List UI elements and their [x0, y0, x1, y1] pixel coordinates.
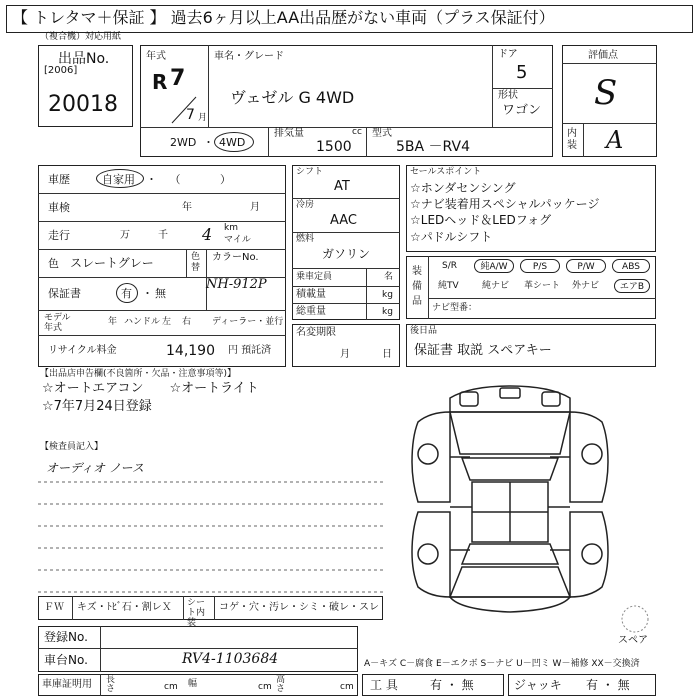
cert-cm-1: cm	[164, 682, 178, 692]
later-label: 後日品	[410, 326, 438, 336]
cert-length: 長さ	[106, 675, 116, 694]
tools-label: 工 具	[370, 678, 398, 692]
equip-airbag: エアB	[614, 279, 650, 293]
equip-ext-navi: 外ナビ	[572, 281, 600, 291]
cert-height: 高さ	[276, 675, 286, 694]
mileage-man: 万	[120, 230, 130, 241]
engine-value: 1500	[316, 139, 352, 155]
color-no: NH-912P	[206, 277, 267, 292]
door-value: 5	[516, 62, 528, 83]
jack-value: 有 ・ 無	[586, 678, 630, 692]
equip-pw: P/W	[566, 259, 606, 273]
sales-item-2: ☆ナビ装着用スペシャルパッケージ	[410, 197, 600, 211]
handle-right: 右	[182, 317, 192, 327]
load-label: 積載量	[296, 289, 326, 300]
equip-abs: ABS	[612, 259, 650, 273]
shaken-label: 車検	[48, 201, 70, 214]
total-weight-label: 総重量	[296, 306, 326, 317]
chassis-label: 車台No.	[44, 653, 88, 667]
inspector-value: オーディオ ノース	[46, 461, 144, 475]
interior-label: 内装	[567, 128, 577, 151]
sales-item-4: ☆パドルシフト	[410, 230, 493, 244]
shift-label: シフト	[296, 167, 324, 177]
mileage-km: km	[224, 223, 238, 233]
seat-value: コゲ・穴・汚レ・シミ・破レ・スレ	[219, 602, 379, 613]
history-value: 自家用	[102, 173, 135, 186]
equip-sr: S/R	[442, 261, 457, 271]
color-no-label: カラーNo.	[212, 252, 259, 263]
warranty-yes: 有	[121, 287, 132, 300]
cert-label: 車庫証明用	[42, 679, 92, 690]
warranty-sep: ・	[142, 287, 153, 300]
inspection-lines	[38, 480, 383, 595]
history-label: 車歴	[48, 173, 70, 186]
model-label: 型式	[372, 128, 392, 139]
aircon-value: AAC	[330, 213, 357, 228]
model-value: 5BA －RV4	[396, 139, 470, 155]
legend: A－キズ C－腐食 E－エクボ S－ナビ U－凹ミ W－補修 XX－交換済	[364, 659, 640, 669]
engine-unit: cc	[352, 127, 362, 137]
aircon-label: 冷房	[296, 200, 315, 210]
mileage-sen: 千	[158, 230, 168, 241]
drive-sep: ・	[203, 136, 214, 149]
chassis-value: RV4-1103684	[182, 651, 279, 667]
year-divider	[170, 95, 200, 125]
score-value: S	[594, 73, 618, 113]
nenshiki-month: 7	[186, 107, 195, 123]
shaken-month: 月	[250, 202, 260, 213]
color-repaint: 色替	[191, 252, 201, 273]
lot-year: [2006]	[44, 65, 78, 76]
mileage-value: 4	[202, 225, 213, 244]
history-rest: ・（ ）	[146, 173, 249, 186]
score-label: 評価点	[588, 50, 618, 61]
warranty-label: 保証書	[48, 287, 81, 300]
notes-item-1: ☆オートエアコン ☆オートライト	[42, 381, 259, 396]
keijo-label: 形状	[498, 90, 518, 101]
recycle-unit: 円 預託済	[228, 345, 272, 356]
sales-item-1: ☆ホンダセンシング	[410, 181, 516, 195]
shamei-label: 車名・グレード	[214, 51, 284, 62]
total-weight-unit: kg	[382, 307, 393, 317]
car-diagram	[410, 382, 610, 614]
model-year-year: 年	[108, 317, 118, 327]
mileage-label: 走行	[48, 229, 70, 242]
door-label: ドア	[498, 49, 518, 60]
name-change-label: 名変期限	[296, 327, 336, 338]
nenshiki-year: 7	[170, 66, 186, 91]
equip-navi: 純ナビ	[482, 281, 510, 291]
reg-label: 登録No.	[44, 630, 88, 644]
model-year-label: モデル年式	[44, 313, 71, 333]
equip-leather: 革シート	[524, 281, 561, 291]
handle-left: 左	[162, 317, 172, 327]
name-change-month: 月	[340, 349, 350, 360]
equip-alloy: 純A/W	[474, 259, 514, 273]
sales-label: セールスポイント	[410, 167, 482, 177]
equip-ps: P/S	[520, 259, 560, 273]
capacity-unit: 名	[384, 272, 394, 282]
recycle-value: 14,190	[166, 343, 215, 359]
cert-cm-2: cm	[258, 682, 272, 692]
fuel-value: ガソリン	[322, 247, 371, 261]
keijo-value: ワゴン	[502, 103, 542, 118]
interior-value: A	[606, 126, 624, 154]
equip-tv: 純TV	[438, 281, 459, 291]
banner-subtitle: （複合機）対応用紙	[40, 32, 122, 42]
handle-label: ハンドル	[124, 317, 161, 327]
shift-value: AT	[334, 179, 350, 194]
banner-title: 【 トレタマ＋保証 】 過去6ヶ月以上AA出品歴がない車両（プラス保証付）	[12, 8, 555, 27]
cert-cm-3: cm	[340, 682, 354, 692]
equip-navi-model: ナビ型番：	[432, 303, 478, 313]
shaken-year: 年	[182, 202, 192, 213]
drive-4wd: 4WD	[219, 136, 246, 149]
dealer: ディーラー・並行	[212, 317, 284, 327]
tools-value: 有 ・ 無	[430, 678, 474, 692]
jack-label: ジャッキ	[514, 678, 562, 692]
fw-value: キズ・ﾄﾋﾞ石・割レＸ	[77, 602, 172, 613]
spare-icon	[620, 604, 650, 634]
nenshiki-month-unit: 月	[198, 113, 208, 123]
name-change-day: 日	[382, 349, 392, 360]
capacity-label: 乗車定員	[296, 272, 333, 282]
sales-item-3: ☆LEDヘッド＆LEDフォグ	[410, 213, 552, 227]
nenshiki-era: R	[152, 70, 168, 94]
drive-2wd: 2WD	[170, 136, 197, 149]
later-value: 保証書 取説 スペアキー	[414, 343, 552, 358]
fuel-label: 燃料	[296, 234, 315, 244]
nenshiki-label: 年式	[146, 51, 166, 62]
color-value: スレートグレー	[70, 256, 154, 270]
lot-label: 出品No.	[58, 51, 110, 67]
recycle-label: リサイクル料金	[48, 345, 117, 356]
lot-number: 20018	[48, 92, 118, 117]
notes-label: 【出品店申告欄(不良箇所・欠品・注意事項等)】	[40, 369, 237, 379]
notes-item-2: ☆7年7月24日登録	[42, 399, 152, 414]
warranty-no: 無	[155, 287, 166, 300]
cert-width: 幅	[188, 679, 198, 689]
engine-label: 排気量	[274, 128, 304, 139]
inspector-label: 【検査員記入】	[40, 442, 104, 452]
shamei-value: ヴェゼル G 4WD	[230, 88, 355, 107]
spare-label: スペア	[618, 635, 648, 646]
mileage-mile: マイル	[224, 235, 251, 245]
fw-label: ＦＷ	[44, 602, 64, 613]
seat-label: シート内装	[187, 598, 206, 628]
color-label: 色	[48, 257, 59, 270]
load-unit: kg	[382, 290, 393, 300]
equipment-label: 装備品	[412, 266, 422, 307]
